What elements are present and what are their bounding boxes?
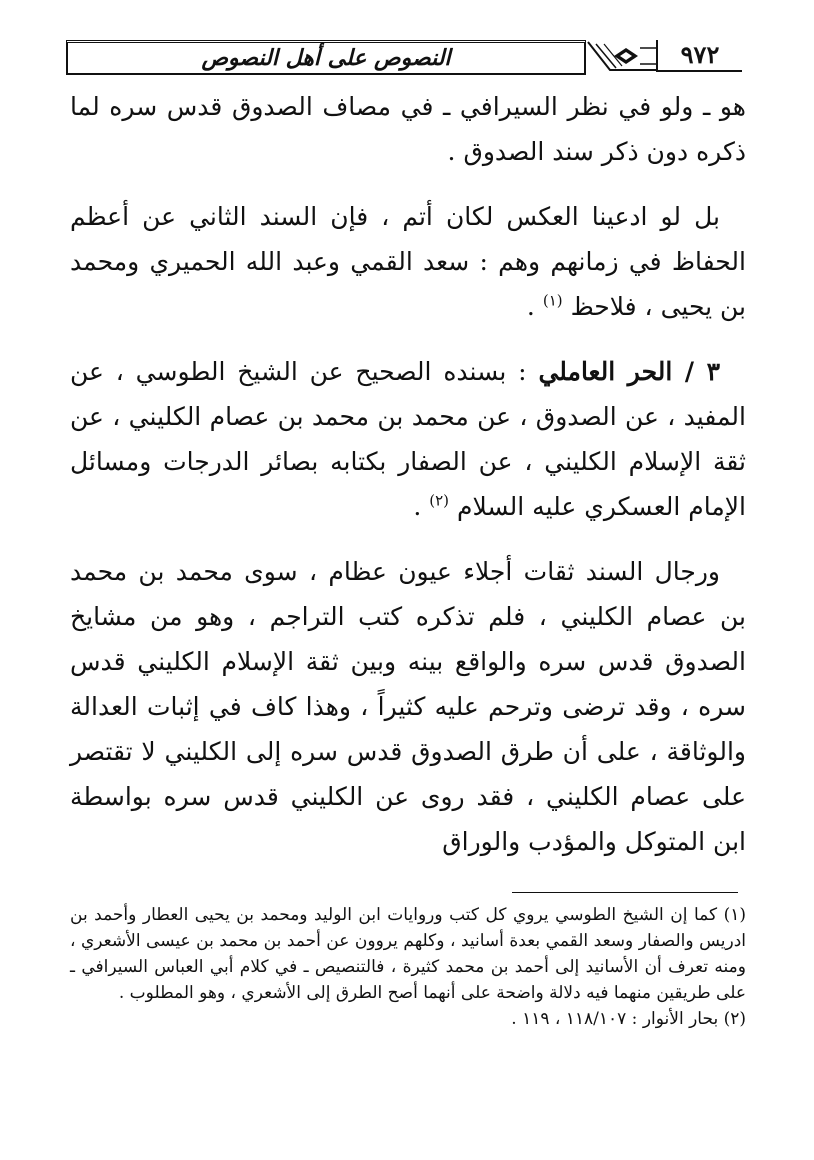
- page-header: [66, 40, 742, 74]
- footnote-ref-2: (٢): [429, 491, 450, 510]
- footnote-2: (٢) بحار الأنوار : ١١٨/١٠٧ ، ١١٩ .: [511, 1009, 746, 1029]
- paragraph-4: [70, 549, 746, 864]
- book-title-banner: [66, 40, 586, 75]
- paragraph-text: : بسنده الصحيح عن الشيخ الطوسي ، عن المفيد ، عن الصدوق ، عن محمد بن محمد بن عصام الكليني ، عن ثقة الإسلام الكليني ، عن الصفار بكتابه بصائر الدرجات ومسائل الإمام العسكري عليه السلام: [70, 357, 746, 521]
- paragraph-tail: .: [526, 292, 543, 321]
- paragraph-text: بل لو ادعينا العكس لكان أتم ، فإن السند الثاني عن أعظم الحفاظ في زمانهم وهم : سعد القمي وعبد الله الحميري ومحمد بن يحيى ، فلاحظ: [70, 202, 746, 321]
- section-heading: ٣ / الحر العاملي: [538, 357, 721, 386]
- book-title: النصوص على أهل النصوص: [201, 45, 451, 71]
- paragraph-text: هو ـ ولو في نظر السيرافي ـ في مصاف الصدوق قدس سره لما ذكره دون ذكر سند الصدوق .: [70, 92, 746, 166]
- ornament-icon: [586, 40, 658, 72]
- paragraph-2: [70, 194, 746, 329]
- footnotes: [70, 902, 746, 1032]
- page-number: ٩٧٢: [656, 40, 742, 72]
- paragraph-tail: .: [413, 492, 430, 521]
- footnote-ref-1: (١): [542, 291, 563, 310]
- footnote-divider: [512, 892, 738, 893]
- footnote-1: (١) كما إن الشيخ الطوسي يروي كل كتب وروايات ابن الوليد ومحمد بن يحيى العطار وأحمد بن ادريس والصفار وسعد القمي بعدة أسانيد ، وكلهم يروون عن أحمد بن محمد بن عيسى الأشعري ، ومنه تعرف أن الأسانيد إلى أحمد بن محمد كثيرة ، فالتنصيص ـ في كلام أبي العباس السيرافي ـ على طريقين منهما فيه دلالة واضحة على أنهما أصح الطرق إلى الأشعري ، وهو المطلوب .: [70, 905, 746, 1003]
- paragraph-text: ورجال السند ثقات أجلاء عيون عظام ، سوى محمد بن محمد بن عصام الكليني ، فلم تذكره كتب التراجم ، وهو من مشايخ الصدوق قدس سره والواقع بينه وبين ثقة الإسلام الكليني قدس سره ، وقد ترضى وترحم عليه كثيراً ، وهذا كاف في إثبات العدالة والوثاقة ، على أن طرق الصدوق قدس سره إلى الكليني لا تقتصر على عصام الكليني ، فقد روى عن الكليني قدس سره بواسطة ابن المتوكل والمؤدب والوراق: [70, 557, 746, 856]
- paragraph-3: [70, 349, 746, 529]
- main-text: [70, 84, 746, 884]
- paragraph-1: [70, 84, 746, 174]
